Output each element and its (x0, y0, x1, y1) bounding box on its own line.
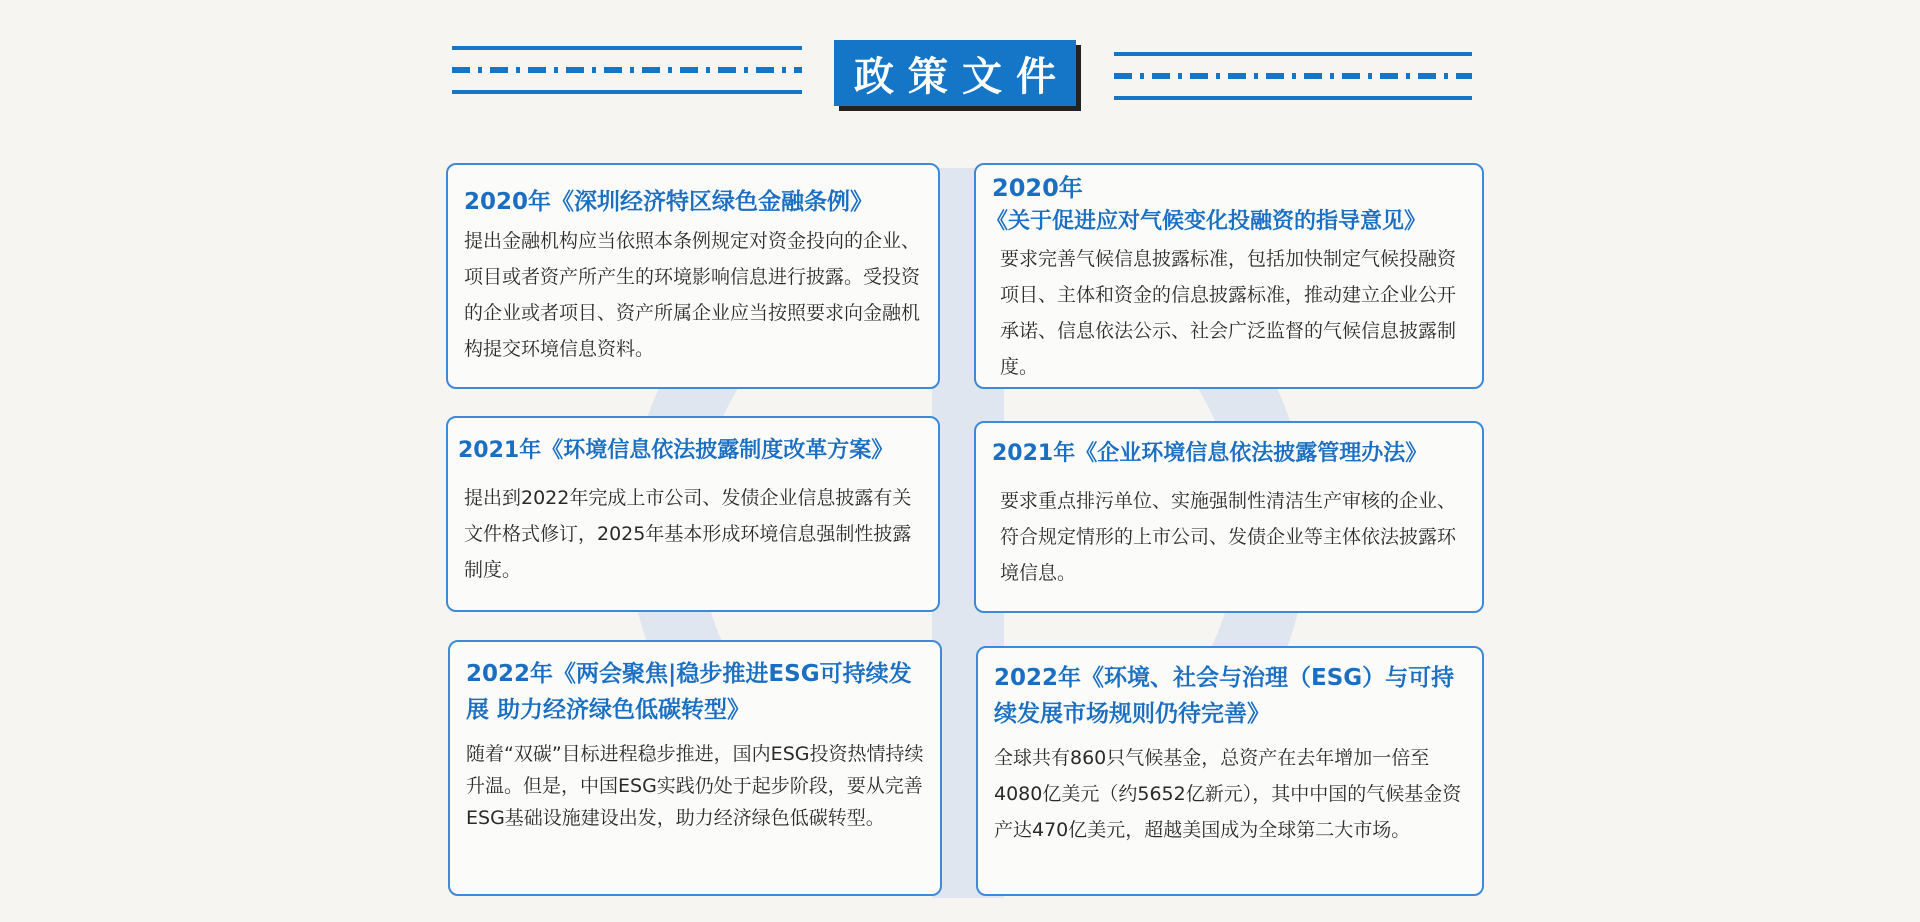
card-title: 2022年《环境、社会与治理（ESG）与可持续发展市场规则仍待完善》 (994, 665, 1455, 727)
policy-card-2021-management (974, 421, 1484, 613)
policy-card-2020-shenzhen (446, 163, 940, 389)
card-title: 2021年《企业环境信息依法披露管理办法》 (992, 441, 1428, 466)
page-title: 政策文件 (854, 53, 1070, 100)
card-subtitle: 《关于促进应对气候变化投融资的指导意见》 (986, 209, 1427, 234)
card-body: 全球共有860只气候基金，总资产在去年增加一倍至4080亿美元（约5652亿新元），其中中国的气候基金资产达470亿美元，超越美国成为全球第二大市场。 (994, 747, 1462, 841)
policy-card-2022-esg-market-rules (976, 646, 1484, 896)
card-title: 2022年《两会聚焦|稳步推进ESG可持续发展 助力经济绿色低碳转型》 (466, 661, 912, 723)
title-banner (834, 40, 1076, 106)
header-decoration-left (452, 46, 802, 94)
card-title: 2021年《环境信息依法披露制度改革方案》 (458, 438, 894, 463)
policy-card-2021-reform (446, 416, 940, 612)
card-title: 2020年 (992, 174, 1083, 202)
card-title: 2020年《深圳经济特区绿色金融条例》 (464, 189, 874, 215)
card-body: 提出金融机构应当依照本条例规定对资金投向的企业、项目或者资产所产生的环境影响信息进行披露。受投资的企业或者项目、资产所属企业应当按照要求向金融机构提交环境信息资料。 (464, 230, 921, 360)
header-decoration-right (1114, 52, 1472, 100)
policy-card-2020-climate (974, 163, 1484, 389)
card-body: 提出到2022年完成上市公司、发债企业信息披露有关文件格式修订，2025年基本形成环境信息强制性披露制度。 (464, 487, 912, 581)
card-body: 要求重点排污单位、实施强制性清洁生产审核的企业、符合规定情形的上市公司、发债企业等主体依法披露环境信息。 (1000, 490, 1457, 584)
card-body: 要求完善气候信息披露标准，包括加快制定气候投融资项目、主体和资金的信息披露标准，推动建立企业公开承诺、信息依法公示、社会广泛监督的气候信息披露制度。 (1000, 248, 1457, 378)
card-body: 随着“双碳”目标进程稳步推进，国内ESG投资热情持续升温。但是，中国ESG实践仍处于起步阶段，要从完善ESG基础设施建设出发，助力经济绿色低碳转型。 (466, 743, 924, 829)
policy-card-2022-esg-two-sessions (448, 640, 942, 896)
